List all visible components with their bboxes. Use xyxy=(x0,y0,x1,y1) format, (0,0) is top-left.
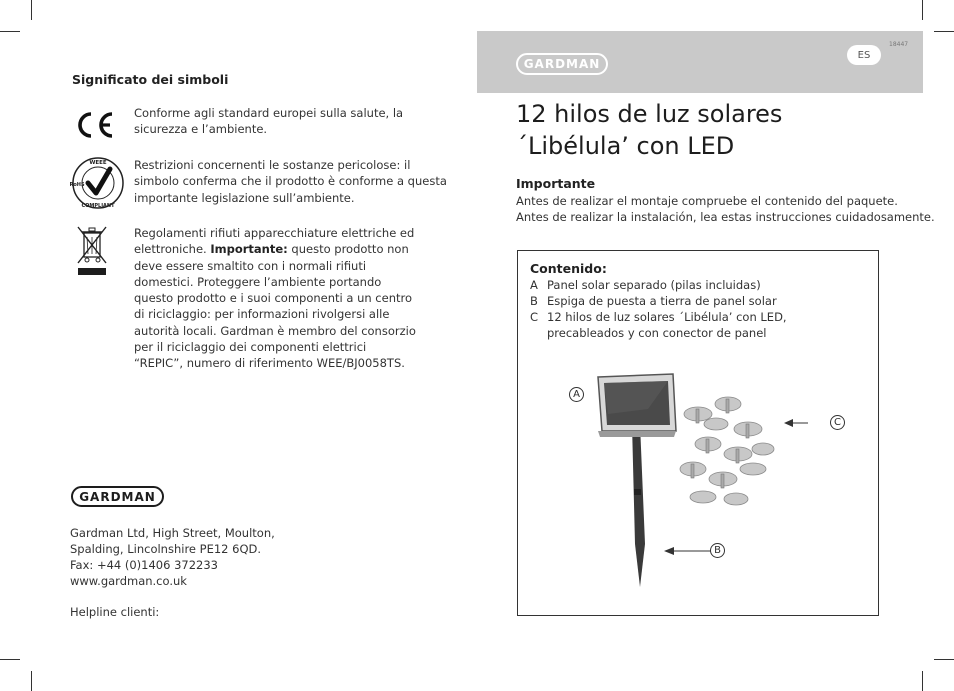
address-line: Spalding, Lincolnshire PE12 6QD. xyxy=(70,542,262,556)
gardman-logo: GARDMAN xyxy=(71,486,164,507)
crop-mark xyxy=(934,31,954,32)
important-text xyxy=(516,193,935,225)
contents-heading: Contenido: xyxy=(530,261,607,276)
ground-stake xyxy=(632,424,645,587)
helpline-label: Helpline clienti: xyxy=(70,605,160,619)
item-text-line: precableados y con conector de panel xyxy=(547,326,767,340)
product-code: 18447 xyxy=(889,41,909,48)
svg-text:WEEE: WEEE xyxy=(89,160,107,166)
important-heading: Importante xyxy=(516,176,596,191)
callout-a: A xyxy=(569,387,584,402)
weee-text-after: questo prodotto non deve essere smaltito con i normali rifiuti domestici. Proteggere l’ambiente portando questo prodotto e i suoi componenti a un centro di riciclaggio: per informazioni rivolgersi alle autorità locali. Gardman è membro del consorzio per il riciclaggio dei componenti elettrici “REPIC”, numero di riferimento WEE/BJ0058TS. xyxy=(134,242,416,371)
weee-description xyxy=(134,225,416,372)
svg-text:COMPLIANT: COMPLIANT xyxy=(81,203,115,209)
crop-mark xyxy=(31,671,32,691)
weee-important-label: Importante: xyxy=(210,242,288,257)
ce-mark-description: Conforme agli standard europei sulla salute, la sicurezza e l’ambiente. xyxy=(134,106,404,137)
item-text xyxy=(547,309,787,341)
gardman-logo-header: GARDMAN xyxy=(516,53,608,75)
item-text-line: 12 hilos de luz solares ´Libélula’ con LED, xyxy=(547,310,787,324)
list-item xyxy=(530,293,787,309)
list-item xyxy=(530,277,787,293)
product-title xyxy=(516,98,782,162)
ce-mark-icon xyxy=(74,110,116,144)
item-text: Panel solar separado (pilas incluidas) xyxy=(547,278,761,292)
crop-mark xyxy=(0,659,20,660)
contents-list xyxy=(530,277,787,341)
header-band xyxy=(477,31,923,93)
item-letter: A xyxy=(530,278,538,292)
address-line: www.gardman.co.uk xyxy=(70,574,187,588)
item-letter: B xyxy=(530,294,538,308)
rohs-compliant-icon xyxy=(70,155,126,215)
crop-mark xyxy=(922,0,923,20)
crop-mark xyxy=(922,671,923,691)
svg-text:RoHS: RoHS xyxy=(70,182,85,188)
crop-mark xyxy=(934,659,954,660)
address-line: Fax: +44 (0)1406 372233 xyxy=(70,558,218,572)
weee-crossed-bin-icon xyxy=(77,225,107,281)
item-text: Espiga de puesta a tierra de panel solar xyxy=(547,294,777,308)
important-line: Antes de realizar el montaje compruebe el contenido del paquete. xyxy=(516,194,898,208)
title-line-2: ´Libélula’ con LED xyxy=(516,132,735,160)
company-address xyxy=(70,525,275,589)
crop-mark xyxy=(31,0,32,20)
product-illustration xyxy=(588,369,808,603)
rohs-description: Restrizioni concernenti le sostanze pericolose: il simbolo conferma che il prodotto è conforme a questa importante legislazione sull’ambiente. xyxy=(134,158,447,205)
important-line: Antes de realizar la instalación, lea estas instrucciones cuidadosamente. xyxy=(516,210,935,224)
language-badge: ES xyxy=(847,45,881,65)
crop-mark xyxy=(0,31,20,32)
title-line-1: 12 hilos de luz solares xyxy=(516,100,783,128)
symbols-heading: Significato dei simboli xyxy=(72,72,229,87)
callout-c: C xyxy=(830,415,845,430)
address-line: Gardman Ltd, High Street, Moulton, xyxy=(70,526,275,540)
solar-panel xyxy=(598,374,676,437)
item-letter: C xyxy=(530,310,539,324)
weee-text-before: Regolamenti rifiuti apparecchiature elettriche ed elettroniche. xyxy=(134,226,415,257)
list-item xyxy=(530,309,787,341)
contents-box xyxy=(517,250,879,616)
callout-b: B xyxy=(710,543,725,558)
